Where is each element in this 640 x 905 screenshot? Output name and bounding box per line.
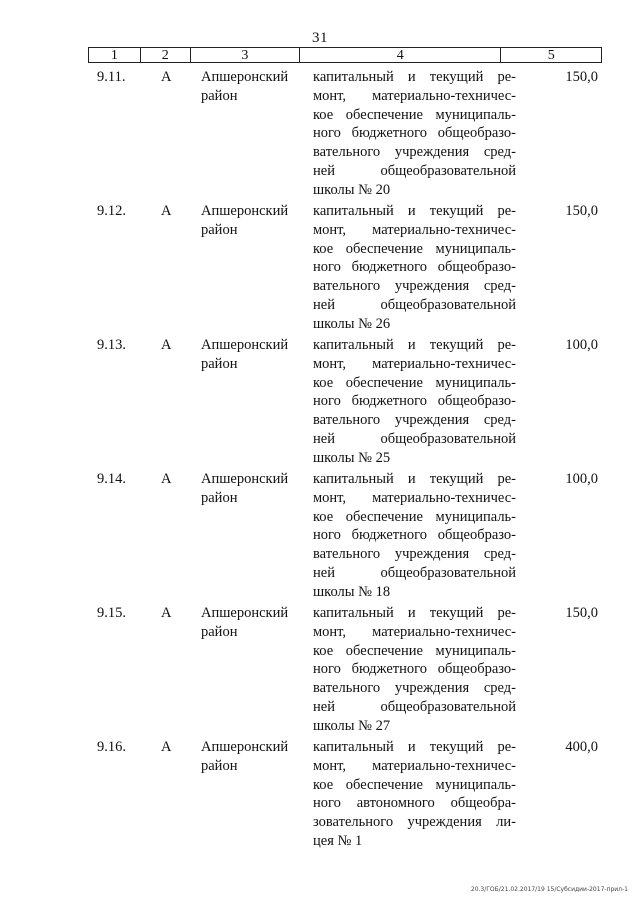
district-line: Апшеронский <box>201 69 289 85</box>
row-amount: 100,0 <box>565 337 598 353</box>
row-district <box>201 202 305 240</box>
row-district <box>201 470 305 508</box>
row-description <box>313 470 516 602</box>
description-line: ней общеобразовательной <box>313 430 516 447</box>
description-line: капитальный и текущий ре- <box>313 203 516 219</box>
description-line: кое обеспечение муниципаль- <box>313 642 516 659</box>
district-line: Апшеронский <box>201 471 289 487</box>
row-amount: 150,0 <box>565 605 598 621</box>
header-col-4: 4 <box>300 48 501 62</box>
footer-document-code: 20.3/ГОБ/21.02.2017/19 15/Субсидии-2017-прил-1 <box>470 886 628 893</box>
description-line: монт, материально-техничес- <box>313 623 516 640</box>
description-line: капитальный и текущий ре- <box>313 69 516 85</box>
description-line: цея № 1 <box>313 832 363 849</box>
table-row <box>0 202 640 336</box>
table-row <box>0 604 640 738</box>
description-line: школы № 20 <box>313 181 391 198</box>
row-amount: 100,0 <box>565 471 598 487</box>
row-category: А <box>161 203 172 219</box>
row-category: А <box>161 337 172 353</box>
description-line: ного автономного общеобра- <box>313 795 516 812</box>
district-line: район <box>201 221 238 238</box>
description-line: школы № 27 <box>313 717 391 734</box>
description-line: кое обеспечение муниципаль- <box>313 508 516 525</box>
district-line: район <box>201 489 238 506</box>
row-number: 9.14. <box>97 471 126 487</box>
row-description <box>313 68 516 200</box>
header-col-5: 5 <box>547 48 555 63</box>
header-col-1: 1 <box>89 48 141 62</box>
description-line: монт, материально-техничес- <box>313 355 516 372</box>
district-line: Апшеронский <box>201 605 289 621</box>
description-line: школы № 25 <box>313 449 391 466</box>
description-line: капитальный и текущий ре- <box>313 605 516 621</box>
description-line: монт, материально-техничес- <box>313 87 516 104</box>
row-number: 9.11. <box>97 69 126 85</box>
header-col-3: 3 <box>191 48 301 62</box>
description-line: ней общеобразовательной <box>313 296 516 313</box>
table-row <box>0 738 640 872</box>
row-description <box>313 202 516 334</box>
description-line: капитальный и текущий ре- <box>313 337 516 353</box>
description-line: монт, материально-техничес- <box>313 757 516 774</box>
row-description <box>313 738 516 851</box>
description-line: кое обеспечение муниципаль- <box>313 776 516 793</box>
district-line: Апшеронский <box>201 203 289 219</box>
district-line: район <box>201 87 238 104</box>
row-amount: 150,0 <box>565 203 598 219</box>
row-category: А <box>161 605 172 621</box>
description-line: ного бюджетного общеобразо- <box>313 393 516 410</box>
table-body <box>0 68 640 872</box>
description-line: ного бюджетного общеобразо- <box>313 527 516 544</box>
row-description <box>313 336 516 468</box>
description-line: монт, материально-техничес- <box>313 221 516 238</box>
description-line: школы № 26 <box>313 315 391 332</box>
description-line: капитальный и текущий ре- <box>313 739 516 755</box>
row-description <box>313 604 516 736</box>
header-col-2: 2 <box>141 48 191 62</box>
row-district <box>201 68 305 106</box>
description-line: вательного учреждения сред- <box>313 278 516 295</box>
description-line: капитальный и текущий ре- <box>313 471 516 487</box>
row-district <box>201 738 305 776</box>
row-number: 9.13. <box>97 337 126 353</box>
row-district <box>201 604 305 642</box>
description-line: монт, материально-техничес- <box>313 489 516 506</box>
description-line: ного бюджетного общеобразо- <box>313 125 516 142</box>
table-row <box>0 336 640 470</box>
description-line: ного бюджетного общеобразо- <box>313 661 516 678</box>
description-line: зовательного учреждения ли- <box>313 814 516 831</box>
table-row <box>0 68 640 202</box>
description-line: кое обеспечение муниципаль- <box>313 106 516 123</box>
district-line: Апшеронский <box>201 337 289 353</box>
table-row <box>0 470 640 604</box>
row-category: А <box>161 471 172 487</box>
description-line: ней общеобразовательной <box>313 698 516 715</box>
description-line: кое обеспечение муниципаль- <box>313 240 516 257</box>
row-district <box>201 336 305 374</box>
row-amount: 150,0 <box>565 69 598 85</box>
table-header <box>88 47 602 63</box>
row-category: А <box>161 739 172 755</box>
row-amount: 400,0 <box>565 739 598 755</box>
description-line: вательного учреждения сред- <box>313 546 516 563</box>
description-line: ней общеобразовательной <box>313 564 516 581</box>
district-line: район <box>201 623 238 640</box>
district-line: Апшеронский <box>201 739 289 755</box>
description-line: школы № 18 <box>313 583 391 600</box>
description-line: кое обеспечение муниципаль- <box>313 374 516 391</box>
description-line: ней общеобразовательной <box>313 162 516 179</box>
description-line: вательного учреждения сред- <box>313 680 516 697</box>
description-line: ного бюджетного общеобразо- <box>313 259 516 276</box>
district-line: район <box>201 757 238 774</box>
page-number: 31 <box>312 30 328 46</box>
description-line: вательного учреждения сред- <box>313 412 516 429</box>
description-line: вательного учреждения сред- <box>313 144 516 161</box>
row-number: 9.16. <box>97 739 126 755</box>
row-category: А <box>161 69 172 85</box>
district-line: район <box>201 355 238 372</box>
row-number: 9.15. <box>97 605 126 621</box>
row-number: 9.12. <box>97 203 126 219</box>
